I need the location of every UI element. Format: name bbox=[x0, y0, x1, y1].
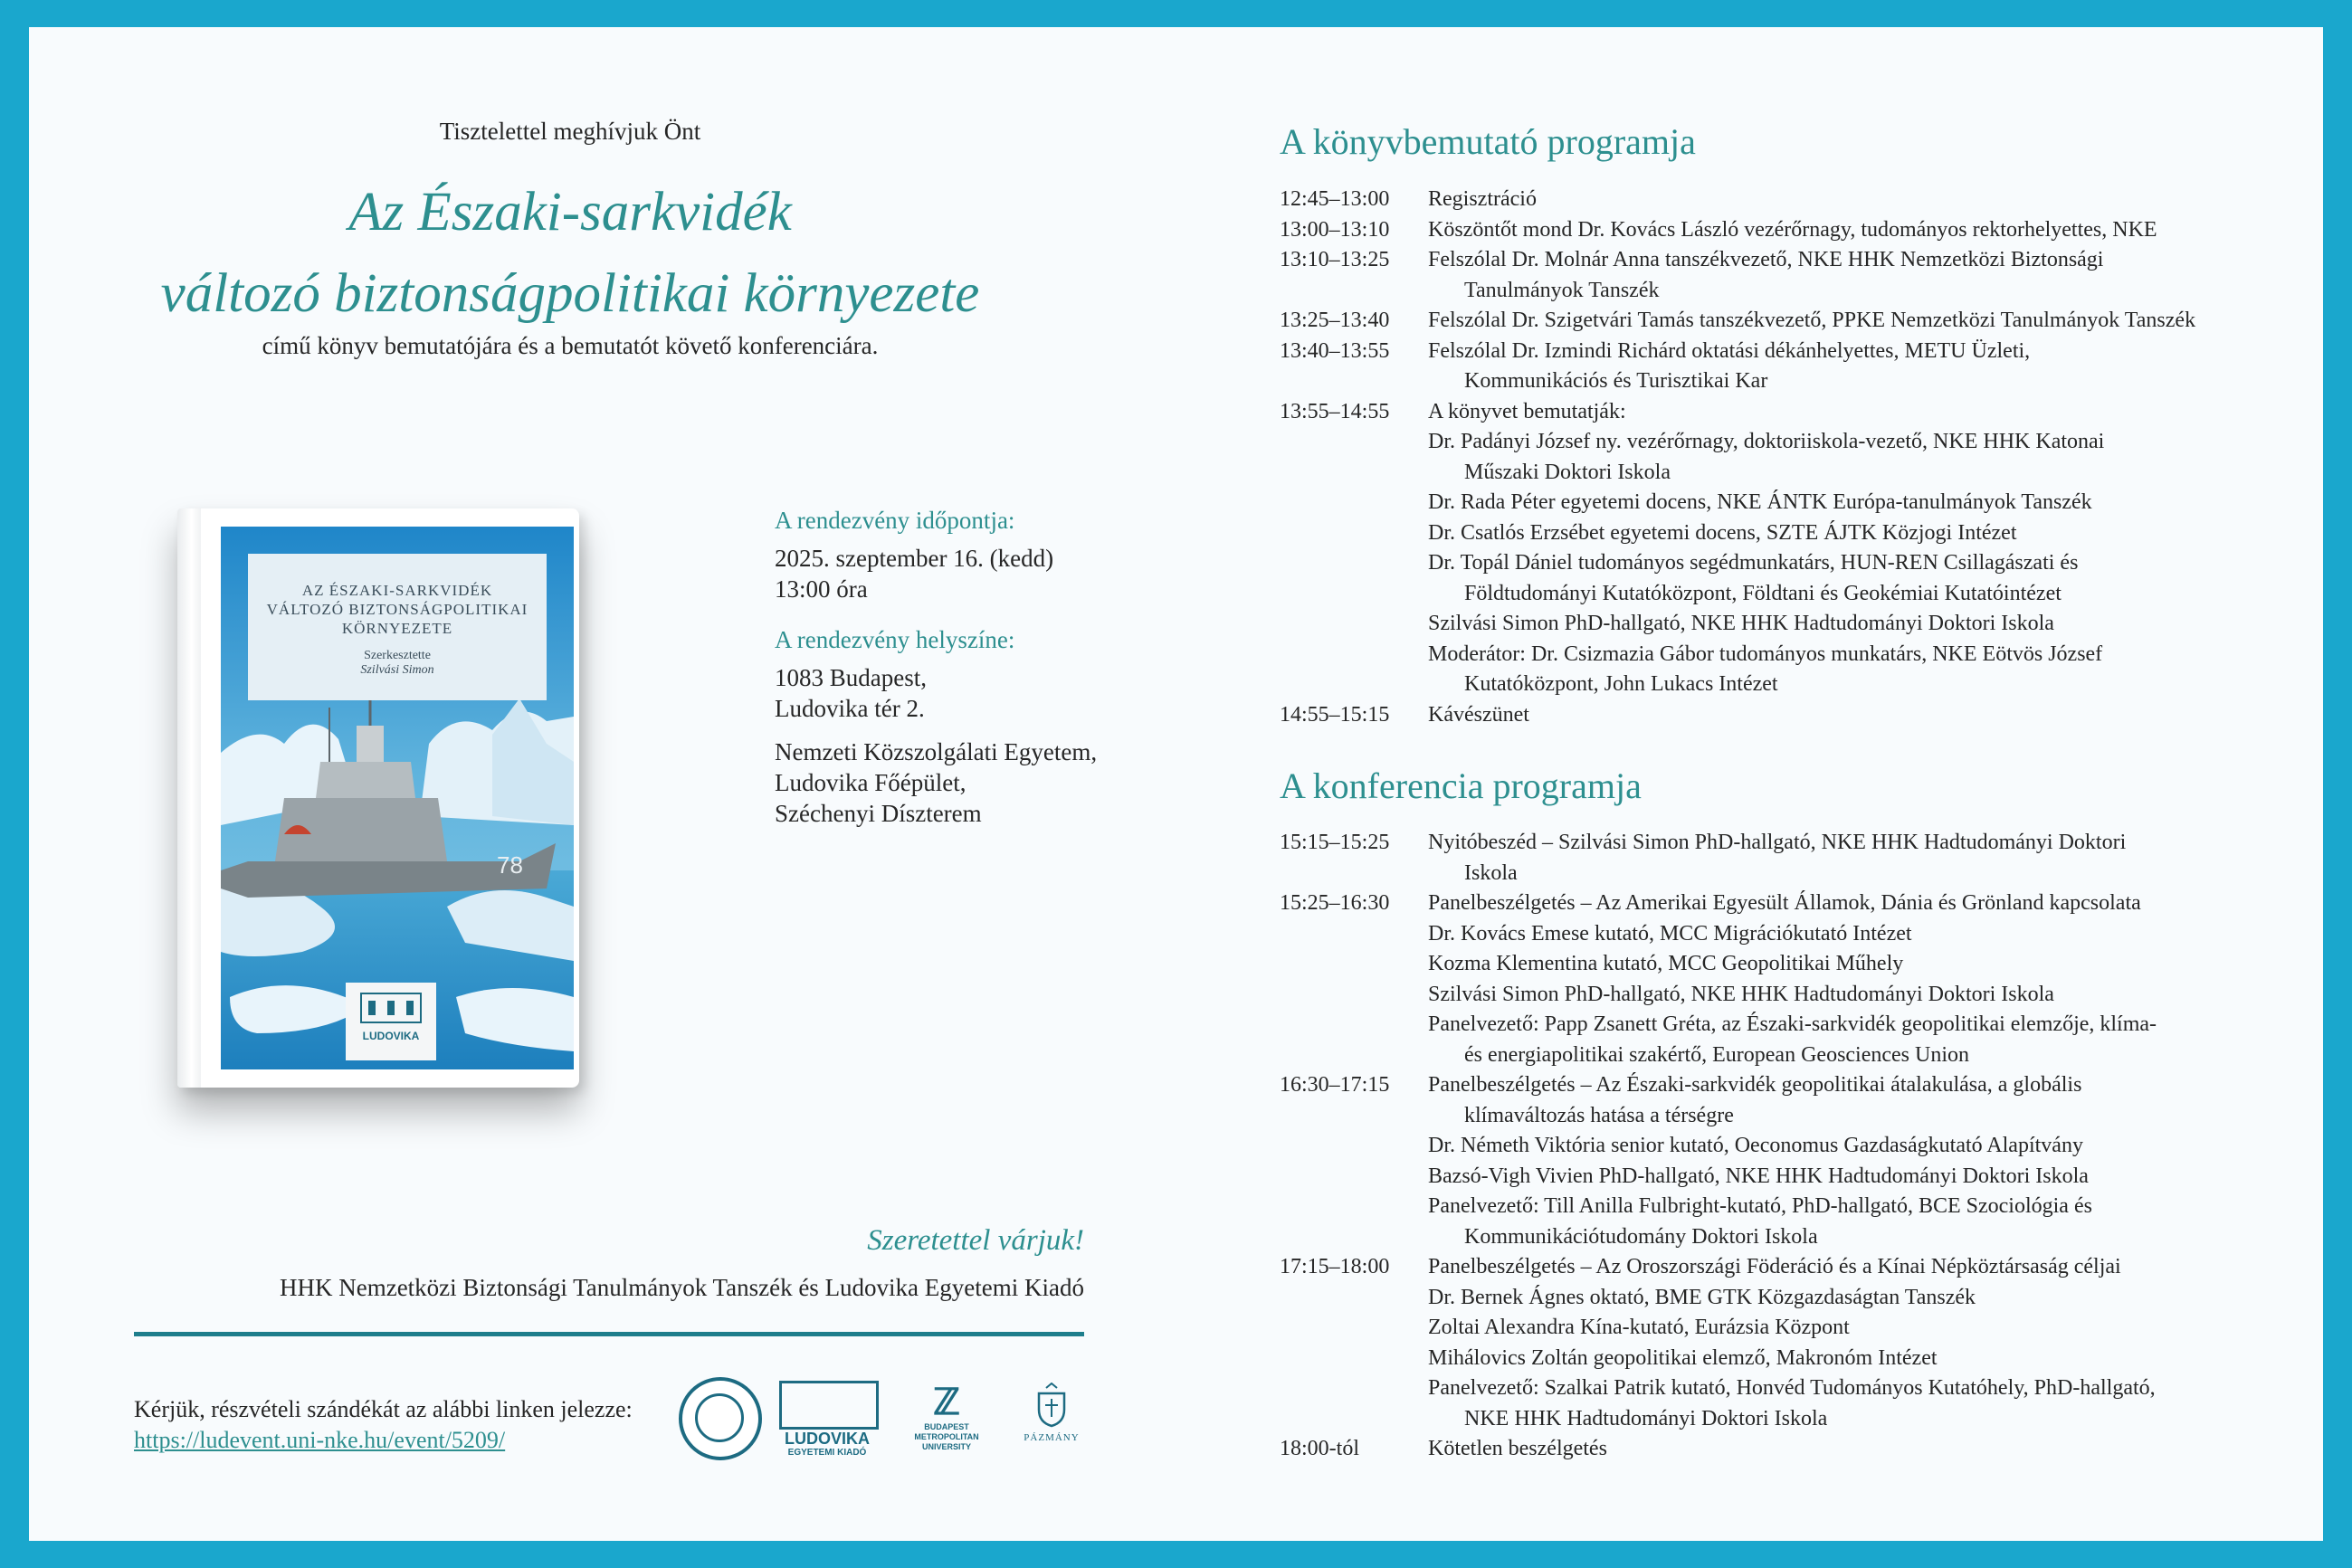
schedule-line: Dr. Kovács Emese kutató, MCC Migrációkutató Intézet bbox=[1428, 921, 1912, 946]
schedule-row bbox=[1280, 1344, 2257, 1374]
schedule-row bbox=[1280, 185, 2257, 215]
schedule-line: Dr. Padányi József ny. vezérőrnagy, doktoriiskola-vezető, NKE HHK Katonai bbox=[1428, 430, 2105, 453]
program2-heading: A konferencia programja bbox=[1280, 765, 1642, 806]
schedule-time: 14:55–15:15 bbox=[1280, 702, 1390, 727]
organizers: HHK Nemzetközi Biztonsági Tanulmányok Tanszék és Ludovika Egyetemi Kiadó bbox=[279, 1274, 1084, 1301]
schedule-row bbox=[1280, 828, 2257, 889]
schedule-row bbox=[1280, 548, 2257, 609]
schedule-line: Tanulmányok Tanszék bbox=[1464, 278, 1660, 302]
metu-logo-line-3: UNIVERSITY bbox=[921, 1442, 971, 1451]
book-spine bbox=[177, 508, 201, 1088]
book-subtitle: című könyv bemutatójára és a bemutatót követő konferenciára. bbox=[262, 332, 879, 359]
schedule-time: 16:30–17:15 bbox=[1280, 1073, 1390, 1097]
schedule-time: 13:00–13:10 bbox=[1280, 217, 1390, 242]
schedule-time: 13:25–13:40 bbox=[1280, 309, 1390, 332]
program2-schedule bbox=[1280, 828, 2257, 1465]
schedule-line: Felszólal Dr. Molnár Anna tanszékvezető, NKE HHK Nemzetközi Biztonsági bbox=[1428, 248, 2104, 271]
cover-editor-label: Szerkesztette bbox=[364, 649, 431, 662]
schedule-description bbox=[1428, 1313, 2257, 1344]
schedule-row bbox=[1280, 700, 2257, 731]
schedule-line: Dr. Németh Viktória senior kutató, Oeconomus Gazdaságkutató Alapítvány bbox=[1428, 1134, 2083, 1157]
schedule-time: 17:15–18:00 bbox=[1280, 1255, 1390, 1278]
schedule-line: Moderátor: Dr. Csizmazia Gábor tudományos munkatárs, NKE Eötvös József bbox=[1428, 641, 2103, 666]
schedule-description bbox=[1428, 1010, 2257, 1070]
schedule-description bbox=[1428, 548, 2257, 609]
schedule-time: 15:15–15:25 bbox=[1280, 831, 1390, 854]
schedule-line: Felszólal Dr. Szigetvári Tamás tanszékvezető, PPKE Nemzetközi Tanulmányok Tanszék bbox=[1428, 309, 2196, 332]
event-time: 13:00 óra bbox=[775, 575, 868, 603]
schedule-description bbox=[1428, 185, 2257, 215]
event-date-label: A rendezvény időpontja: bbox=[775, 507, 1015, 534]
schedule-time bbox=[1280, 1373, 1428, 1434]
schedule-row bbox=[1280, 215, 2257, 246]
schedule-description bbox=[1428, 337, 2257, 397]
schedule-time bbox=[1280, 548, 1428, 609]
schedule-time bbox=[1280, 949, 1428, 980]
program1-schedule bbox=[1280, 185, 2257, 730]
nke-seal-logo bbox=[679, 1377, 762, 1460]
schedule-time bbox=[1280, 1131, 1428, 1162]
schedule-description bbox=[1428, 949, 2257, 980]
program1-heading: A könyvbemutató programja bbox=[1280, 121, 1696, 162]
registration-link[interactable]: https://ludevent.uni-nke.hu/event/5209/ bbox=[134, 1427, 506, 1453]
schedule-description bbox=[1428, 700, 2257, 731]
schedule-line: Kommunikációs és Turisztikai Kar bbox=[1464, 369, 1768, 393]
schedule-description bbox=[1428, 1131, 2257, 1162]
schedule-row bbox=[1280, 1162, 2257, 1193]
schedule-row bbox=[1280, 919, 2257, 950]
schedule-description bbox=[1428, 889, 2257, 919]
schedule-description bbox=[1428, 919, 2257, 950]
schedule-row bbox=[1280, 949, 2257, 980]
schedule-row bbox=[1280, 488, 2257, 518]
schedule-time bbox=[1280, 609, 1428, 640]
schedule-description bbox=[1428, 397, 2257, 428]
schedule-line: Dr. Rada Péter egyetemi docens, NKE ÁNTK Európa-tanulmányok Tanszék bbox=[1428, 490, 2092, 514]
schedule-time bbox=[1280, 980, 1428, 1011]
schedule-line: NKE HHK Hadtudományi Doktori Iskola bbox=[1464, 1406, 1828, 1430]
schedule-row bbox=[1280, 609, 2257, 640]
schedule-row bbox=[1280, 1070, 2257, 1131]
schedule-row bbox=[1280, 397, 2257, 428]
schedule-time bbox=[1280, 1344, 1428, 1374]
schedule-line: Földtudományi Kutatóközpont, Földtani és Geokémiai Kutatóintézet bbox=[1464, 581, 2062, 605]
book-title-line-1: Az Északi-sarkvidék bbox=[348, 182, 792, 242]
schedule-line: A könyvet bemutatják: bbox=[1428, 399, 1626, 423]
schedule-row bbox=[1280, 889, 2257, 919]
schedule-line: Kávészünet bbox=[1428, 702, 1529, 727]
book-cover bbox=[221, 527, 574, 1069]
ludovika-building-icon bbox=[359, 990, 423, 1026]
schedule-description bbox=[1428, 1434, 2257, 1465]
schedule-line: Kutatóközpont, John Lukacs Intézet bbox=[1464, 672, 1778, 696]
schedule-time bbox=[1280, 640, 1428, 700]
event-address-line-1: 1083 Budapest, bbox=[775, 664, 927, 691]
schedule-description bbox=[1428, 1373, 2257, 1434]
cover-title-line-2: VÁLTOZÓ BIZTONSÁGPOLITIKAI bbox=[266, 601, 528, 618]
schedule-row bbox=[1280, 1131, 2257, 1162]
schedule-line: Mihálovics Zoltán geopolitikai elemző, Makronóm Intézet bbox=[1428, 1345, 1938, 1370]
pazmany-logo-name: PÁZMÁNY bbox=[1024, 1432, 1080, 1443]
schedule-line: Bazsó-Vigh Vivien PhD-hallgató, NKE HHK Hadtudományi Doktori Iskola bbox=[1428, 1164, 2089, 1188]
book-image bbox=[177, 508, 579, 1088]
schedule-row bbox=[1280, 1373, 2257, 1434]
ludovika-logo-sub: EGYETEMI KIADÓ bbox=[787, 1448, 867, 1458]
schedule-row bbox=[1280, 980, 2257, 1011]
schedule-time: 18:00-tól bbox=[1280, 1437, 1359, 1460]
schedule-row bbox=[1280, 427, 2257, 488]
schedule-description bbox=[1428, 1070, 2257, 1131]
schedule-time bbox=[1280, 488, 1428, 518]
ludovika-logo bbox=[776, 1379, 878, 1459]
schedule-line: Panelvezető: Till Anilla Fulbright-kutató, PhD-hallgató, BCE Szociológia és bbox=[1428, 1194, 2092, 1218]
schedule-line: Kommunikációtudomány Doktori Iskola bbox=[1464, 1224, 1818, 1249]
schedule-line: Dr. Csatlós Erzsébet egyetemi docens, SZTE ÁJTK Közjogi Intézet bbox=[1428, 520, 2017, 545]
schedule-time: 13:10–13:25 bbox=[1280, 248, 1390, 271]
schedule-time bbox=[1280, 427, 1428, 488]
cover-publisher-name: LUDOVIKA bbox=[362, 1030, 420, 1042]
schedule-description bbox=[1428, 488, 2257, 518]
schedule-time: 13:55–14:55 bbox=[1280, 399, 1390, 423]
schedule-description bbox=[1428, 518, 2257, 549]
schedule-description bbox=[1428, 427, 2257, 488]
schedule-time bbox=[1280, 1192, 1428, 1252]
schedule-line: Műszaki Doktori Iskola bbox=[1464, 460, 1671, 484]
metu-m-icon: ℤ bbox=[933, 1383, 960, 1422]
schedule-line: Dr. Bernek Ágnes oktató, BME GTK Közgazdaságtan Tanszék bbox=[1428, 1285, 1976, 1309]
schedule-time bbox=[1280, 1010, 1428, 1070]
schedule-time: 15:25–16:30 bbox=[1280, 891, 1390, 915]
schedule-description bbox=[1428, 1344, 2257, 1374]
schedule-description bbox=[1428, 640, 2257, 700]
metu-logo-line-1: BUDAPEST bbox=[924, 1422, 969, 1431]
schedule-description bbox=[1428, 306, 2257, 337]
metu-logo bbox=[909, 1383, 985, 1460]
schedule-line: Panelbeszélgetés – Az Oroszországi Föderáció és a Kínai Népköztársaság céljai bbox=[1428, 1255, 2121, 1278]
ship-number: 78 bbox=[497, 851, 523, 879]
schedule-line: Regisztráció bbox=[1428, 187, 1537, 211]
schedule-row bbox=[1280, 337, 2257, 397]
schedule-time bbox=[1280, 1313, 1428, 1344]
schedule-line: Kötetlen beszélgetés bbox=[1428, 1437, 1607, 1460]
schedule-line: Iskola bbox=[1464, 860, 1518, 885]
schedule-description bbox=[1428, 215, 2257, 246]
schedule-row bbox=[1280, 1313, 2257, 1344]
cover-title-line-1: AZ ÉSZAKI-SARKVIDÉK bbox=[301, 582, 493, 599]
registration-request: Kérjük, részvételi szándékát az alábbi linken jelezze: bbox=[134, 1396, 633, 1422]
schedule-line: Panelbeszélgetés – Az Amerikai Egyesült Államok, Dánia és Grönland kapcsolata bbox=[1428, 891, 2141, 915]
schedule-description bbox=[1428, 245, 2257, 306]
schedule-line: klímaváltozás hatása a térségre bbox=[1464, 1103, 1734, 1127]
greeting: Szeretettel várjuk! bbox=[867, 1224, 1084, 1257]
schedule-row bbox=[1280, 640, 2257, 700]
schedule-line: Szilvási Simon PhD-hallgató, NKE HHK Hadtudományi Doktori Iskola bbox=[1428, 982, 2054, 1006]
schedule-time bbox=[1280, 1162, 1428, 1193]
schedule-line: Zoltai Alexandra Kína-kutató, Eurázsia Központ bbox=[1428, 1316, 1850, 1339]
schedule-line: Szilvási Simon PhD-hallgató, NKE HHK Hadtudományi Doktori Iskola bbox=[1428, 612, 2054, 635]
schedule-line: Felszólal Dr. Izmindi Richárd oktatási dékánhelyettes, METU Üzleti, bbox=[1428, 338, 2031, 363]
event-date: 2025. szeptember 16. (kedd) bbox=[775, 545, 1054, 572]
schedule-row bbox=[1280, 1252, 2257, 1283]
event-place-label: A rendezvény helyszíne: bbox=[775, 626, 1015, 653]
schedule-description bbox=[1428, 609, 2257, 640]
cover-title-box bbox=[248, 554, 547, 700]
nke-seal-inner bbox=[695, 1393, 744, 1442]
schedule-description bbox=[1428, 828, 2257, 889]
cover-editor-name: Szilvási Simon bbox=[360, 663, 434, 677]
schedule-description bbox=[1428, 1192, 2257, 1252]
schedule-line: Panelvezető: Papp Zsanett Gréta, az Északi-sarkvidék geopolitikai elemzője, klíma- bbox=[1428, 1012, 2157, 1036]
intro-text: Tisztelettel meghívjuk Önt bbox=[439, 118, 701, 145]
schedule-row bbox=[1280, 245, 2257, 306]
book-title-line-2: változó biztonságpolitikai környezete bbox=[160, 263, 980, 324]
schedule-description bbox=[1428, 1283, 2257, 1314]
schedule-row bbox=[1280, 1434, 2257, 1465]
event-address-line-2: Ludovika tér 2. bbox=[775, 695, 925, 722]
schedule-description bbox=[1428, 980, 2257, 1011]
metu-logo-line-2: METROPOLITAN bbox=[914, 1432, 979, 1441]
schedule-row bbox=[1280, 1192, 2257, 1252]
book-title bbox=[109, 172, 1032, 335]
event-venue-line-3: Széchenyi Díszterem bbox=[775, 800, 982, 827]
schedule-description bbox=[1428, 1162, 2257, 1193]
ludovika-building-icon bbox=[779, 1381, 879, 1430]
schedule-line: Nyitóbeszéd – Szilvási Simon PhD-hallgató, NKE HHK Hadtudományi Doktori bbox=[1428, 831, 2127, 854]
schedule-line: és energiapolitikai szakértő, European Geosciences Union bbox=[1464, 1042, 1970, 1067]
cover-title bbox=[248, 554, 547, 638]
schedule-time bbox=[1280, 1283, 1428, 1314]
divider bbox=[134, 1332, 1084, 1336]
schedule-time: 12:45–13:00 bbox=[1280, 187, 1390, 211]
schedule-line: Kozma Klementina kutató, MCC Geopolitikai Műhely bbox=[1428, 952, 1904, 975]
schedule-time bbox=[1280, 518, 1428, 549]
event-venue-line-2: Ludovika Főépület, bbox=[775, 769, 967, 796]
schedule-time: 13:40–13:55 bbox=[1280, 338, 1390, 363]
schedule-row bbox=[1280, 1010, 2257, 1070]
schedule-row bbox=[1280, 518, 2257, 549]
schedule-row bbox=[1280, 306, 2257, 337]
pazmany-crest-icon bbox=[1033, 1383, 1070, 1428]
event-venue-line-1: Nemzeti Közszolgálati Egyetem, bbox=[775, 738, 1098, 765]
schedule-line: Panelbeszélgetés – Az Északi-sarkvidék geopolitikai átalakulása, a globális bbox=[1428, 1073, 2082, 1097]
schedule-line: Köszöntőt mond Dr. Kovács László vezérőrnagy, tudományos rektorhelyettes, NKE bbox=[1428, 217, 2157, 242]
schedule-line: Dr. Topál Dániel tudományos segédmunkatárs, HUN-REN Csillagászati és bbox=[1428, 551, 2079, 575]
schedule-time bbox=[1280, 919, 1428, 950]
schedule-line: Panelvezető: Szalkai Patrik kutató, Honvéd Tudományos Kutatóhely, PhD-hallgató, bbox=[1428, 1376, 2156, 1400]
schedule-description bbox=[1428, 1252, 2257, 1283]
cover-publisher-logo bbox=[346, 983, 436, 1060]
pazmany-logo bbox=[1014, 1379, 1090, 1460]
schedule-row bbox=[1280, 1283, 2257, 1314]
ludovika-logo-name: LUDOVIKA bbox=[785, 1430, 870, 1448]
cover-title-line-3: KÖRNYEZETE bbox=[341, 620, 453, 637]
